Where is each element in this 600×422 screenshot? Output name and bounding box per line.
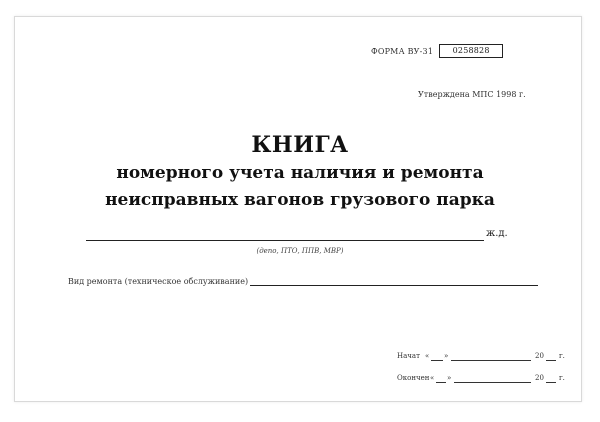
approval-note: Утверждена МПС 1998 г. xyxy=(418,90,526,99)
form-header xyxy=(371,44,503,58)
start-date-year-line xyxy=(546,360,556,361)
start-date-day-line xyxy=(431,360,443,361)
repair-type-input-line xyxy=(250,275,538,286)
end-date-year-line xyxy=(546,382,556,383)
railway-suffix: ж.д. xyxy=(486,228,508,239)
repair-type-label: Вид ремонта (техническое обслуживание) xyxy=(68,277,249,286)
end-date-day-line xyxy=(436,382,446,383)
end-date-month-line xyxy=(454,382,531,383)
railway-caption: (депо, ПТО, ППВ, МВР) xyxy=(256,247,344,255)
end-date-close-quote: » xyxy=(447,374,452,382)
start-date-year-prefix: 20 xyxy=(535,352,544,360)
end-date-field xyxy=(397,374,572,386)
start-date-field xyxy=(397,352,572,364)
end-date-year-prefix: 20 xyxy=(535,374,544,382)
end-date-open-quote: « xyxy=(430,374,435,382)
end-date-suffix: г. xyxy=(559,374,565,382)
repair-type-field xyxy=(68,270,538,286)
start-date-suffix: г. xyxy=(559,352,565,360)
railway-input-line xyxy=(86,240,484,241)
railway-field xyxy=(86,228,516,244)
start-date-close-quote: » xyxy=(444,352,449,360)
document-subtitle-line-2: неисправных вагонов грузового парка xyxy=(105,190,495,210)
form-number: 0258828 xyxy=(439,44,503,58)
start-date-open-quote: « xyxy=(425,352,430,360)
start-date-label: Начат xyxy=(397,352,420,360)
form-label: ФОРМА ВУ-31 xyxy=(371,46,434,56)
end-date-label: Окончен xyxy=(397,374,430,382)
document-subtitle-line-1: номерного учета наличия и ремонта xyxy=(116,163,484,183)
start-date-month-line xyxy=(451,360,531,361)
document-title: КНИГА xyxy=(251,132,349,158)
